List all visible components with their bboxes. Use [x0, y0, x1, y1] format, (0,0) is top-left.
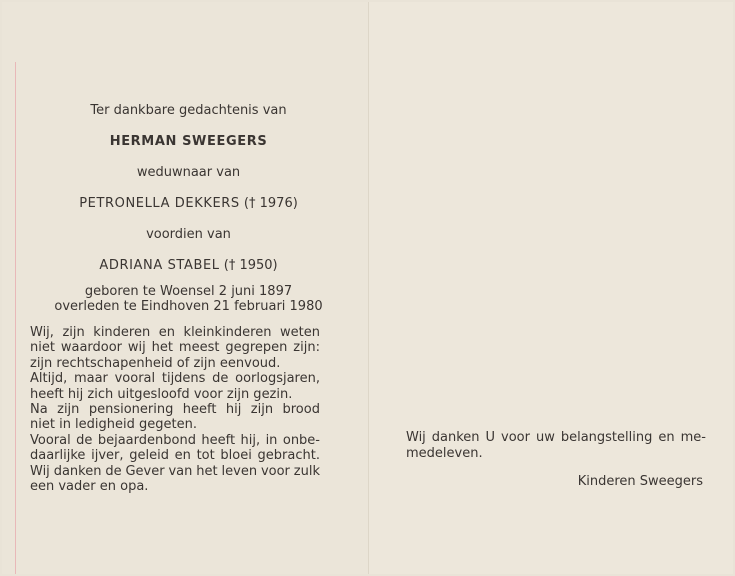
word: tot [196, 448, 215, 464]
word: Vooral [30, 432, 71, 448]
word: kinderen [93, 325, 151, 340]
word: zijn rechtschapenheid of zijn eenvoud. [30, 355, 281, 371]
word: Na [30, 402, 48, 418]
word: medeleven. [406, 446, 483, 461]
spouse-1-death: († 1976) [243, 196, 298, 211]
word: ijver, [91, 448, 124, 464]
word: niet in ledigheid gegeten. [30, 417, 197, 433]
word: geleid [129, 448, 169, 464]
word: maar [73, 371, 108, 387]
spouse-2-line [10, 258, 367, 274]
tribute-paragraph [30, 325, 320, 494]
thanks-paragraph [406, 430, 706, 462]
word: van [168, 463, 193, 479]
word: U [485, 430, 496, 445]
word: danken [431, 430, 480, 445]
word: bejaardenbond [97, 432, 196, 448]
word: waardoor [60, 340, 123, 356]
word: brood [282, 402, 320, 418]
word: voor [260, 463, 290, 479]
text-line [30, 356, 320, 371]
word: kleinkinderen [183, 325, 272, 340]
word: heeft [201, 432, 236, 448]
text-line [30, 340, 320, 355]
word: heeft [182, 402, 217, 418]
word: Altijd, [30, 371, 68, 387]
spouse-1-name: PETRONELLA DEKKERS [79, 196, 240, 211]
text-line [30, 464, 320, 479]
text-line [30, 433, 320, 448]
word: vooral [114, 371, 156, 387]
word: de [76, 432, 93, 448]
text-line [406, 430, 706, 446]
word: zijn: [293, 340, 320, 356]
word: en [174, 448, 191, 464]
signature: Kinderen Sweegers [577, 474, 703, 489]
word: zijn [62, 325, 85, 340]
word: me- [680, 430, 706, 445]
word: Wij [406, 430, 426, 445]
word: voor [501, 430, 530, 445]
word: Wij [30, 463, 50, 479]
birth-line: geboren te Woensel 2 juni 1897 [84, 284, 293, 299]
word: zulk [293, 463, 320, 479]
word: tijdens [161, 371, 206, 387]
intro-text: Ter dankbare gedachtenis van [90, 103, 287, 118]
text-line [30, 387, 320, 402]
word: Wij, [30, 325, 54, 340]
word: en [658, 430, 675, 445]
text-line [30, 325, 320, 340]
word: hij [225, 402, 242, 418]
word: weten [280, 325, 320, 340]
spouse-2-death: († 1950) [223, 258, 278, 273]
word: zijn [250, 402, 274, 418]
relation-previously: voordien van [146, 227, 231, 242]
word: het [196, 463, 218, 479]
word: niet [30, 340, 55, 356]
word: daarlijke [30, 448, 86, 464]
deceased-name: HERMAN SWEEGERS [109, 134, 268, 149]
spouse-2-name: ADRIANA STABEL [99, 258, 220, 273]
text-line [30, 479, 320, 494]
word: zijn [57, 402, 80, 418]
word: belangstelling [560, 430, 653, 445]
text-line [406, 446, 706, 462]
spouse-1-line [10, 196, 367, 212]
word: een vader en opa. [30, 479, 149, 495]
word: onbe- [282, 432, 320, 448]
word: hij, [240, 432, 261, 448]
text-line [30, 402, 320, 417]
text-line [30, 417, 320, 432]
word: de [212, 371, 229, 387]
word: uw [535, 430, 555, 445]
text-line [30, 448, 320, 463]
card-fold-line [368, 2, 369, 574]
word: het [151, 340, 174, 356]
word: danken [53, 463, 102, 479]
word: Gever [125, 463, 165, 479]
death-line: overleden te Eindhoven 21 februari 1980 [54, 299, 323, 314]
word: leven [221, 463, 258, 479]
word: pensionering [88, 402, 174, 418]
word: oorlogsjaren, [235, 371, 320, 387]
word: gebracht. [257, 448, 320, 464]
word: de [105, 463, 122, 479]
word: wij [127, 340, 146, 356]
word: gegrepen [225, 340, 288, 356]
relation-widower: weduwnaar van [136, 165, 241, 180]
word: heeft hij zich uitgesloofd voor zijn gezin. [30, 386, 293, 402]
word: en [158, 325, 176, 340]
word: meest [178, 340, 220, 356]
text-line [30, 371, 320, 386]
word: in [265, 432, 278, 448]
word: bloei [220, 448, 252, 464]
